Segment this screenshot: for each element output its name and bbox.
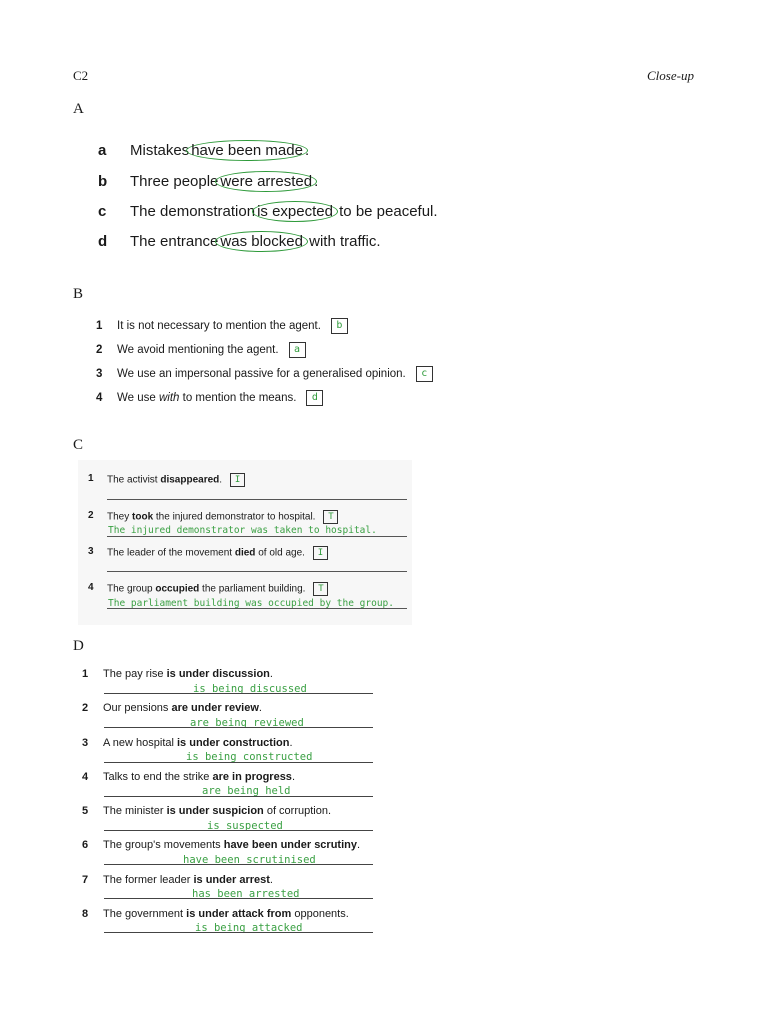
- sentence-start: They: [107, 511, 133, 523]
- sentence-start: Mistakes: [130, 142, 190, 159]
- handwritten-answer: is being attacked: [195, 922, 303, 934]
- sentence-end: the injured demonstrator to hospital.: [153, 511, 316, 523]
- answer-line[interactable]: [107, 608, 407, 609]
- sentence-start: The activist: [107, 474, 161, 486]
- handwritten-answer: are being reviewed: [190, 717, 304, 729]
- circled-verb: is expected: [252, 201, 338, 222]
- answer-box[interactable]: T: [313, 582, 328, 596]
- sentence-end: .: [269, 668, 273, 680]
- sentence-end: of old age.: [255, 547, 305, 559]
- bold-phrase: is under attack from: [186, 908, 292, 920]
- item-text: [107, 582, 328, 596]
- item-text: [117, 316, 348, 336]
- section-c-title: C: [73, 437, 84, 453]
- item-letter: d: [98, 233, 108, 250]
- bold-verb: died: [234, 547, 256, 559]
- answer-line[interactable]: [104, 932, 373, 933]
- sentence-end: the parliament building.: [199, 583, 306, 595]
- answer-line[interactable]: [104, 727, 373, 728]
- item-number: 3: [88, 546, 94, 557]
- item-letter: c: [98, 203, 107, 220]
- statement: We use an impersonal passive for a generalised opinion.: [117, 368, 406, 380]
- sentence-end: .: [291, 771, 295, 783]
- section-c-panel: [78, 460, 412, 625]
- item-letter: b: [98, 173, 108, 190]
- item-text: [103, 702, 262, 714]
- sentence-end: opponents.: [291, 908, 349, 920]
- statement: We avoid mentioning the agent.: [117, 344, 279, 356]
- handwritten-answer: is being constructed: [186, 751, 313, 763]
- answer-line[interactable]: [104, 762, 373, 763]
- sentence-start: The leader of the movement: [107, 547, 235, 559]
- sentence-end: .: [304, 142, 310, 159]
- item-text: [103, 737, 293, 749]
- statement-end: to mention the means.: [179, 392, 297, 404]
- sentence-end: .: [314, 173, 319, 190]
- item-text: [117, 388, 323, 408]
- item-number: 1: [82, 668, 89, 680]
- item-text: [107, 473, 245, 487]
- sentence-start: The entrance: [130, 233, 219, 250]
- answer-box[interactable]: c: [416, 366, 433, 382]
- item-number: 2: [88, 510, 94, 521]
- sentence-start: The pay rise: [103, 668, 167, 680]
- item-number: 1: [96, 320, 103, 332]
- sentence-start: The former leader: [103, 874, 194, 886]
- sentence-start: The group's movements: [103, 839, 224, 851]
- item-sentence: [130, 201, 438, 223]
- sentence-start: Talks to end the strike: [103, 771, 213, 783]
- sentence-start: Our pensions: [103, 702, 172, 714]
- bold-phrase: is under suspicion: [166, 805, 264, 817]
- answer-box[interactable]: d: [306, 390, 323, 406]
- item-text: [103, 805, 331, 817]
- answer-line[interactable]: [107, 499, 407, 500]
- sentence-start: The demonstration: [130, 203, 256, 220]
- item-text: [117, 340, 306, 360]
- bold-phrase: is under discussion: [166, 668, 270, 680]
- item-sentence: [130, 171, 318, 193]
- bold-phrase: are under review: [171, 702, 259, 714]
- handwritten-answer: The injured demonstrator was taken to hospital.: [108, 525, 377, 536]
- item-number: 8: [82, 908, 89, 920]
- circled-verb: were arrested: [215, 171, 317, 192]
- statement-italic: with: [158, 392, 180, 404]
- bold-verb: took: [132, 511, 154, 523]
- item-number: 7: [82, 874, 89, 886]
- sentence-start: Three people: [130, 173, 219, 190]
- header-left: C2: [73, 68, 89, 83]
- item-text: [103, 908, 349, 920]
- sentence-start: The group: [107, 583, 156, 595]
- item-text: [103, 668, 273, 680]
- circled-verb: was blocked: [215, 231, 308, 252]
- circled-verb: have been made: [186, 140, 308, 161]
- handwritten-answer: have been scrutinised: [183, 854, 316, 866]
- sentence-end: with traffic.: [304, 233, 381, 250]
- bold-phrase: is under construction: [177, 737, 290, 749]
- item-text: [103, 839, 360, 851]
- item-number: 1: [88, 473, 94, 484]
- sentence-end: .: [269, 874, 273, 886]
- item-number: 5: [82, 805, 89, 817]
- answer-line[interactable]: [104, 898, 373, 899]
- item-letter: a: [98, 142, 107, 159]
- section-b-title: B: [73, 286, 84, 302]
- answer-line[interactable]: [104, 796, 373, 797]
- bold-phrase: have been under scrutiny: [223, 839, 357, 851]
- item-text: [107, 510, 338, 524]
- sentence-start: A new hospital: [103, 737, 177, 749]
- item-number: 3: [96, 368, 103, 380]
- handwritten-answer: is suspected: [207, 820, 283, 832]
- item-number: 3: [82, 737, 89, 749]
- section-a-title: A: [73, 101, 84, 117]
- statement: It is not necessary to mention the agent.: [117, 320, 321, 332]
- answer-box[interactable]: b: [331, 318, 348, 334]
- sentence-end: to be peaceful.: [334, 203, 438, 220]
- statement-start: We use: [117, 392, 159, 404]
- item-sentence: [130, 140, 309, 162]
- handwritten-answer: has been arrested: [192, 888, 300, 900]
- bold-verb: occupied: [155, 583, 200, 595]
- item-number: 4: [96, 392, 103, 404]
- sentence-end: .: [219, 474, 223, 486]
- item-sentence: [130, 231, 381, 253]
- answer-line[interactable]: [107, 536, 407, 537]
- item-number: 4: [82, 771, 89, 783]
- sentence-end: .: [258, 702, 262, 714]
- answer-box[interactable]: I: [313, 546, 328, 560]
- item-number: 2: [82, 702, 89, 714]
- sentence-end: .: [356, 839, 361, 851]
- sentence-start: The minister: [103, 805, 167, 817]
- sentence-start: The government: [103, 908, 187, 920]
- item-number: 6: [82, 839, 89, 851]
- item-text: [103, 771, 295, 783]
- item-number: 2: [96, 344, 103, 356]
- handwritten-answer: is being discussed: [193, 683, 307, 695]
- answer-line[interactable]: [104, 693, 373, 694]
- section-d-title: D: [73, 638, 84, 654]
- item-number: 4: [88, 582, 94, 593]
- bold-phrase: is under arrest: [193, 874, 270, 886]
- sentence-end: .: [289, 737, 293, 749]
- answer-box[interactable]: a: [289, 342, 306, 358]
- item-text: [103, 874, 273, 886]
- answer-box[interactable]: T: [323, 510, 338, 524]
- handwritten-answer: The parliament building was occupied by the group.: [108, 598, 394, 609]
- answer-box[interactable]: I: [230, 473, 245, 487]
- bold-verb: disappeared: [160, 474, 220, 486]
- header-right: Close-up: [647, 68, 694, 83]
- answer-line[interactable]: [104, 864, 373, 865]
- handwritten-answer: are being held: [202, 785, 291, 797]
- answer-line[interactable]: [107, 571, 407, 572]
- item-text: [107, 546, 328, 560]
- item-text: [117, 364, 433, 384]
- sentence-end: of corruption.: [263, 805, 332, 817]
- answer-line[interactable]: [104, 830, 373, 831]
- bold-phrase: are in progress: [212, 771, 292, 783]
